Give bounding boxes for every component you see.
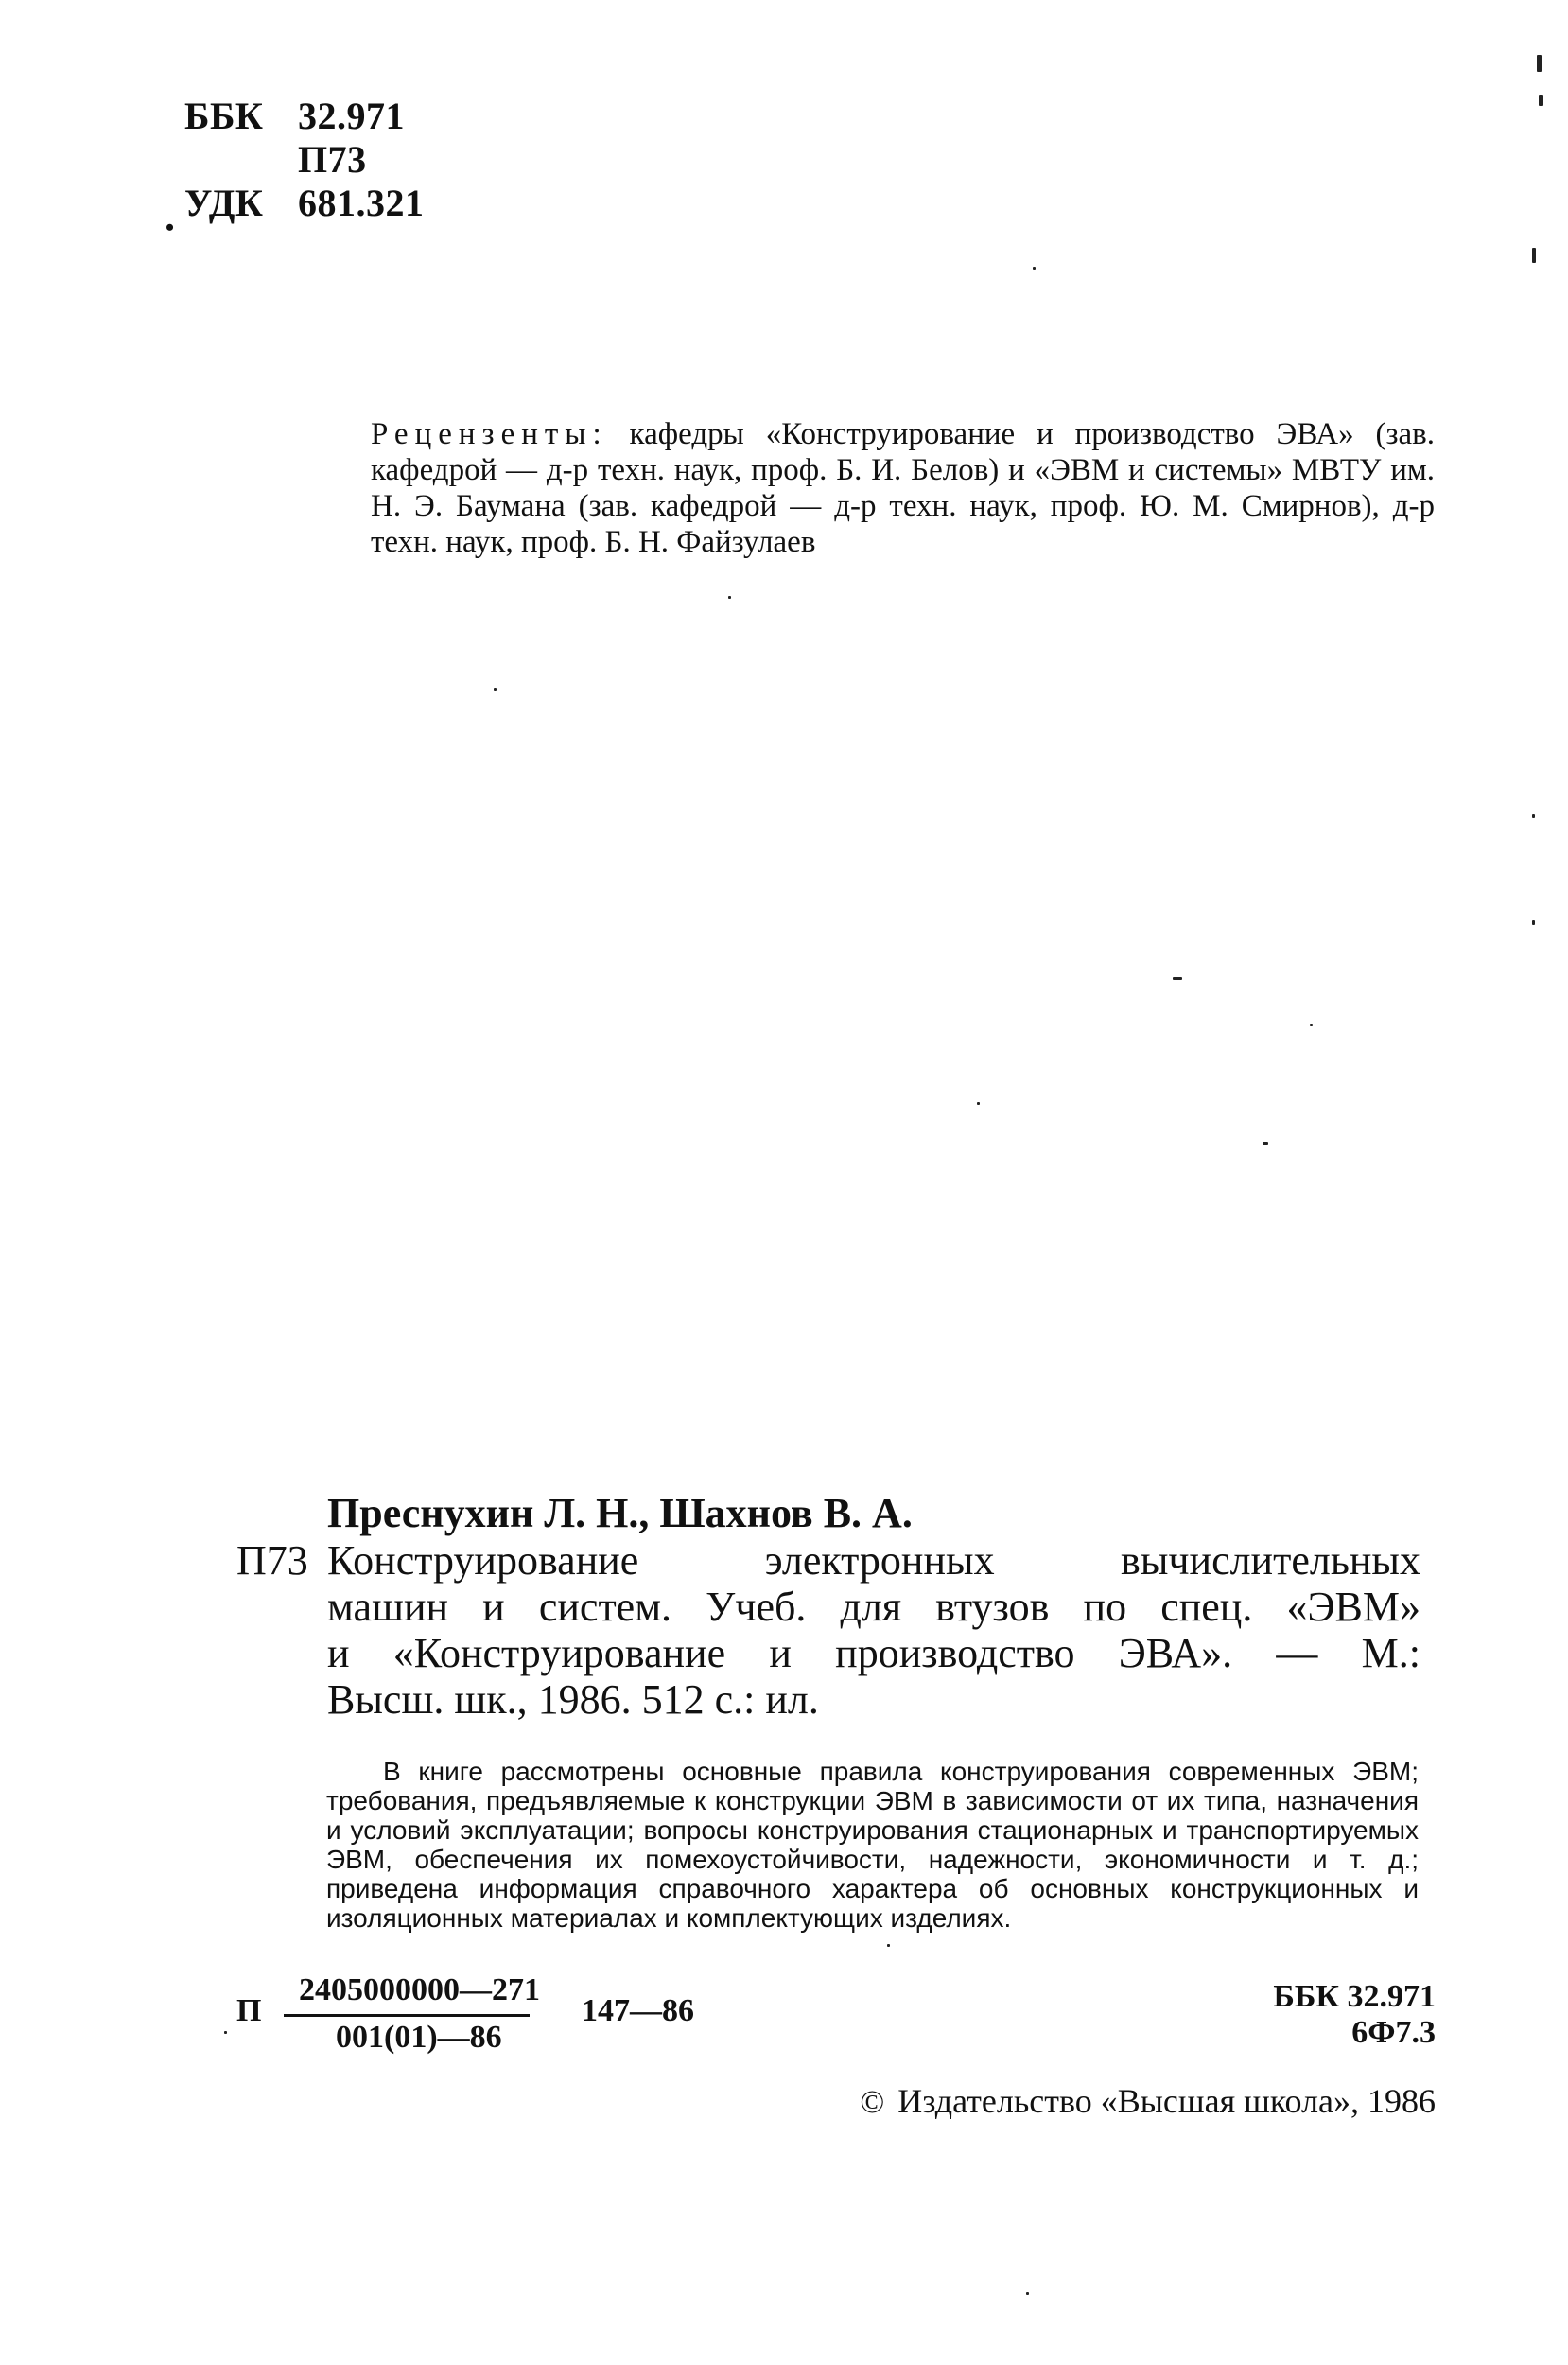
entry-line: Конструирование электронных вычислительных (327, 1537, 1420, 1584)
udk-row (184, 182, 425, 225)
bbk-bottom-line1: ББК 32.971 (1273, 1979, 1436, 2014)
scan-speck (224, 2031, 227, 2034)
author-sign: П73 (298, 138, 367, 181)
scan-speck (1173, 977, 1182, 980)
scan-speck (1263, 1142, 1268, 1145)
scan-speck (728, 596, 731, 599)
bbk-value: 32.971 (298, 95, 405, 137)
index-numerator: 2405000000—271 (299, 1972, 540, 2007)
scan-speck (1310, 1024, 1313, 1026)
scan-bullet-mark: • (166, 214, 175, 241)
index-suffix: 147—86 (582, 1993, 694, 2028)
entry-line: и «Конструирование и производство ЭВА». — М.: (327, 1630, 1420, 1676)
scan-speck (887, 1944, 890, 1947)
bbk-label: ББК (184, 95, 264, 137)
scan-speck (1026, 2292, 1029, 2295)
copyright-icon: © (860, 2085, 885, 2120)
copyright-line (860, 2081, 1436, 2121)
entry-code: П73 (236, 1537, 308, 1584)
scan-speck (1532, 814, 1535, 818)
scan-speck (1033, 267, 1036, 270)
udk-value: 681.321 (298, 182, 425, 224)
entry-line: Высш. шк., 1986. 512 с.: ил. (327, 1676, 819, 1723)
copyright-text: Издательство «Высшая школа», 1986 (897, 2082, 1436, 2120)
scan-speck (977, 1102, 980, 1105)
entry-line: машин и систем. Учеб. для втузов по спец. «ЭВМ» (327, 1584, 1420, 1630)
bbk-bottom-block (1273, 1979, 1436, 2051)
scan-speck (1532, 920, 1535, 925)
bbk-row (184, 95, 425, 138)
index-fraction (236, 1972, 709, 2058)
bbk-bottom-line2: 6Ф7.3 (1351, 2015, 1436, 2050)
scan-speck (1539, 95, 1543, 106)
udk-label: УДК (184, 182, 264, 224)
abstract-paragraph: В книге рассмотрены основные правила конструирования современных ЭВМ; требования, предъявляемые к конструкции ЭВМ в зависимости от их типа, назначения и условий эксплуатации; вопросы конструирования стационарных и транспортируемых ЭВМ, обеспечения их помехоустойчивости, надежности, экономичности и т. д.; приведена информация справочного характера об основных конструкционных и изоляционных материалах и комплектующих изделиях. (326, 1757, 1419, 1933)
reviewers-paragraph (371, 416, 1435, 560)
bibliographic-entry (236, 1537, 1420, 1723)
scan-speck (494, 688, 497, 691)
scan-speck (1532, 248, 1536, 263)
reviewers-label: Рецензенты: (371, 417, 608, 451)
entry-authors: Преснухин Л. Н., Шахнов В. А. (327, 1490, 913, 1536)
reviewers-text: кафедры «Конструирование и производство ЭВА» (зав. кафедрой — д-р техн. наук, проф. Б. И. Белов) и «ЭВМ и системы» МВТУ им. Н. Э. Баумана (зав. кафедрой — д-р техн. наук, проф. Ю. М. Смирнов), д-р техн. наук, проф. Б. Н. Файзулаев (371, 417, 1435, 559)
classification-block (166, 95, 425, 241)
fraction-bar (284, 2014, 530, 2017)
index-denominator: 001(01)—86 (336, 2020, 502, 2055)
index-prefix: П (236, 1993, 262, 2028)
scan-speck (1537, 55, 1542, 72)
